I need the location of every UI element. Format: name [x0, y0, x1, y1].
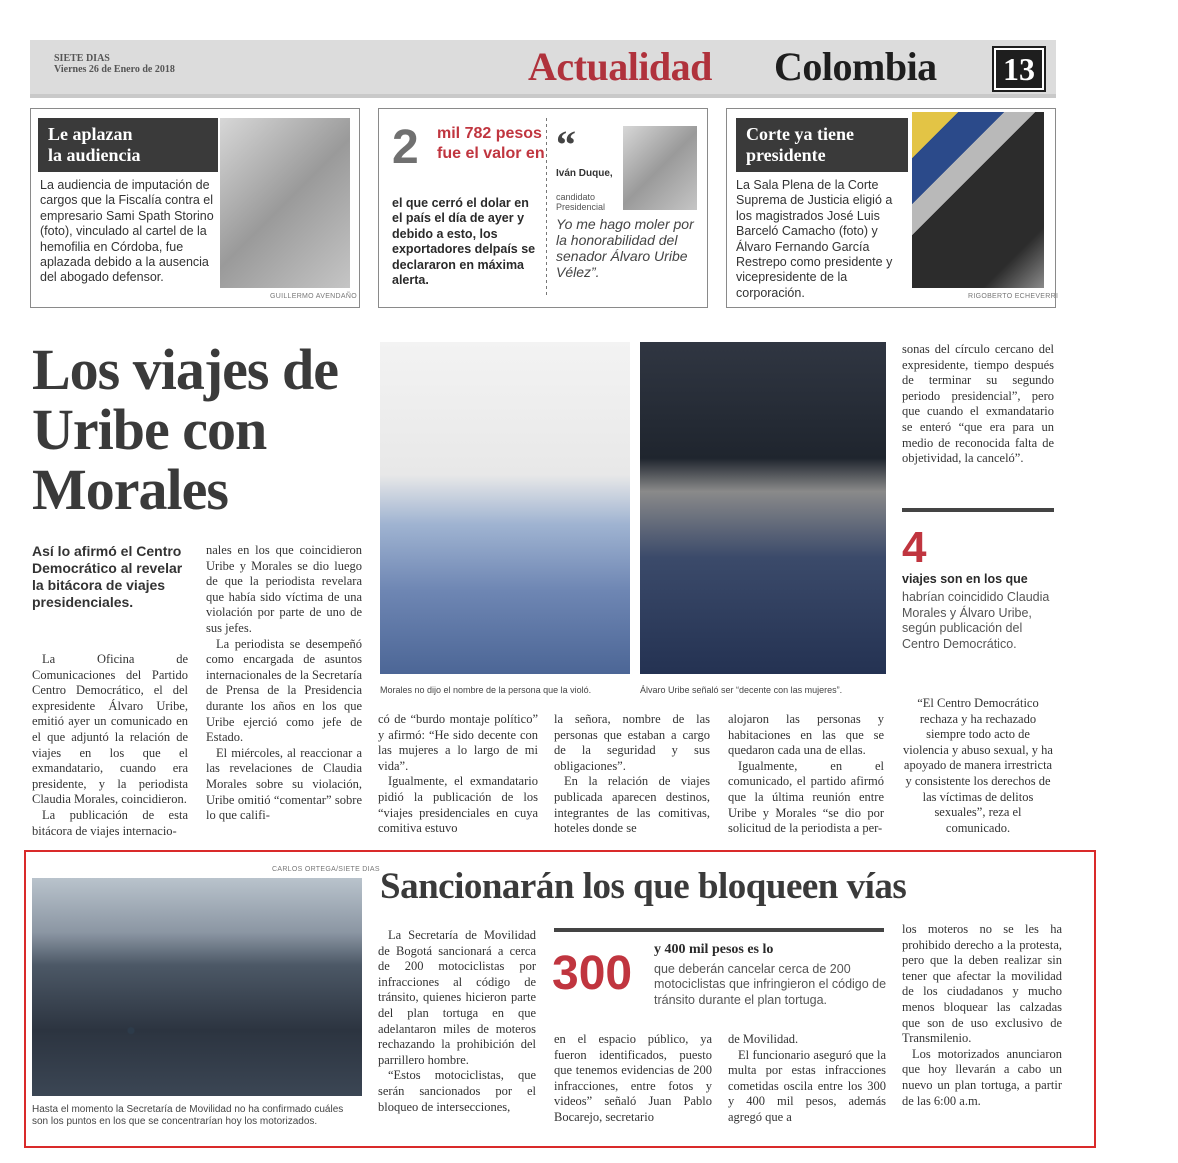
bottom-column-1: La Secretaría de Movilidad de Bogotá sancionará a cerca de 200 motociclistas por infracciones al código de tránsito, quienes hicieron parte del plan tortuga en que adelantaron miles de moteros rechazando la prohibición del parrillero hombre. “Estos motociclistas, que serán sancionados por el bloqueo de intersecciones, [378, 928, 536, 1114]
dotted-divider [546, 118, 547, 298]
photo-ivan-duque [623, 126, 697, 210]
photo-caption-right: Álvaro Uribe señaló ser “decente con las mujeres”. [640, 685, 843, 695]
section-title-red: Actualidad [528, 44, 712, 89]
fact-number: 4 [902, 523, 927, 572]
main-column-6: sonas del círculo cercano del expresidente, tiempo después de terminar su segundo periodo presidencial”, pero que cuando el exmandatario se enteró “que era para un medio de reconocida falta de objetividad, la canceló”. [902, 342, 1054, 466]
bottom-stat-number: 300 [552, 947, 633, 1000]
stat-text: el que cerró el dolar en el país el día de ayer y debido a esto, los exportadores delpaís se declararon en máxima alerta. [392, 196, 536, 288]
main-column-3: có de “burdo montaje político” y afirmó: “He sido decente con las mujeres a lo largo de mi vida”. Igualmente, el exmandatario pidió la publicación de los “viajes presidenciales en cuya comitiva estuvo [378, 712, 538, 836]
main-column-5: alojaron las personas y habitaciones en las que se quedaron cada una de ellas. Igualmente, en el comunicado, el partido afirmó que la última reunión entre Uribe y Morales “se dio por solicitud de la periodista a per- [728, 712, 884, 836]
photo-sami-spath [220, 118, 350, 288]
bottom-stat-text: que deberán cancelar cerca de 200 motociclistas que infringieron el código de tránsito durante el plan tortuga. [654, 962, 887, 1007]
fact-text: habrían coincidido Claudia Morales y Álvaro Uribe, según publicación del Centro Democrático. [902, 590, 1050, 651]
bottom-headline: Sancionarán los que bloqueen vías [380, 866, 907, 907]
quote-author: Iván Duque, [556, 168, 613, 179]
photo-credit: RIGOBERTO ECHEVERRI [968, 293, 1059, 300]
photo-motorcycle-protest [32, 878, 362, 1096]
quote-text: Yo me hago moler por la honorabilidad del senador Álvaro Uribe Vélez”. [556, 216, 694, 280]
stat-rule [554, 928, 884, 932]
fact-rule [902, 508, 1054, 512]
main-headline: Los viajes de Uribe con Morales [32, 337, 338, 522]
quote-mark-icon: “ [556, 122, 576, 167]
bottom-column-4: los moteros no se les ha prohibido derecho a la protesta, pero que la deben realizar sin tener que afectar la movilidad de los ciudadanos y mucho menos bloquear las calzadas que son de uso exclusivo de Transmilenio. Los motorizados anunciaron que hoy llevarán a cabo un nuevo un plan tortuga, a partir de las 6:00 a.m. [902, 922, 1062, 1108]
publication-info [54, 53, 175, 75]
bottom-photo-caption: Hasta el momento la Secretaría de Movilidad no ha confirmado cuáles son los puntos en los que se concentrarían hoy los motorizados. [32, 1104, 344, 1127]
photo-claudia-morales [380, 342, 630, 674]
main-deck: Así lo afirmó el Centro Democrático al revelar la bitácora de viajes presidenciales. [32, 543, 183, 610]
bottom-column-2: en el espacio público, ya fueron identificados, puesto que tenemos evidencias de 200 infracciones, entre fotos y videos” señaló Juan Pablo Bocarejo, secretario [554, 1032, 712, 1124]
photo-alvaro-uribe [640, 342, 886, 674]
brief-text-audiencia: La audiencia de imputación de cargos que la Fiscalía contra el empresario Sami Spath Storino (foto), vinculado al cartel de la hemofilia en Córdoba, fue aplazada debido a la ausencia del abogado defensor. [40, 178, 214, 285]
bottom-stat-bold: y 400 mil pesos es lo [654, 942, 774, 957]
photo-jose-luis-barcelo [912, 112, 1044, 288]
stat-number: 2 [392, 121, 419, 174]
quote-author-role: candidato Presidencial [556, 192, 606, 212]
section-title-black: Colombia [774, 44, 937, 89]
photo-credit: GUILLERMO AVENDAÑO [270, 293, 357, 300]
brief-title-corte: Corte ya tiene presidente [736, 118, 908, 172]
photo-caption-left: Morales no dijo el nombre de la persona que la violó. [380, 685, 592, 695]
brief-text-corte: La Sala Plena de la Corte Suprema de Justicia eligió a los magistrados José Luis Barceló Camacho (foto) y Álvaro Fernando García Restrepo como presidente y vicepresidente de la corporación. [736, 178, 893, 300]
photo-credit: CARLOS ORTEGA/SIETE DIAS [272, 866, 380, 873]
stat-red-text: mil 782 pesos fue el valor en [437, 125, 545, 162]
publication-name: SIETE DIAS [54, 53, 110, 64]
fact-bold-text: viajes son en los que [902, 572, 1028, 586]
main-column-4: la señora, nombre de las personas que estaban a cargo de la seguridad y sus obligaciones”. En la relación de viajes publicada aparecen destinos, integrantes de las comitivas, hoteles donde se [554, 712, 710, 836]
bottom-column-3: de Movilidad. El funcionario aseguró que la multa por estas infracciones cometidas oscila entre los 300 y 400 mil pesos, además agregó que a [728, 1032, 886, 1124]
main-column-2: nales en los que coincidieron Uribe y Morales se dio luego de que la periodista revelara que había sido víctima de una violación por parte de uno de sus jefes. La periodista se desempeñó como encargada de asuntos internacionales de la Secretaría de Prensa de la Presidencia durante los años en los que Uribe ejerció como jefe de Estado. El miércoles, al reaccionar a las revelaciones de Claudia Morales sobre su violación, Uribe omitió “comentar” sobre lo que califi- [206, 543, 362, 823]
closing-quote: “El Centro Democrático rechaza y ha rechazado siempre todo acto de violencia y abuso sexual, y ha apoyado de manera irrestricta y consistente los derechos de las víctimas de delitos sexuales”, reza el comunicado. [903, 696, 1053, 835]
main-column-1: La Oficina de Comunicaciones del Partido Centro Democrático, el del expresidente Álvaro Uribe, emitió ayer un comunicado en el que adjuntó la relación de viajes en los que el exmandatario, cuando era presidente, y la periodista Claudia Morales, coincidieron. La publicación de esta bitácora de viajes internacio- [32, 652, 188, 838]
page-number: 13 [994, 48, 1044, 90]
brief-title-audiencia: Le aplazan la audiencia [38, 118, 218, 172]
publication-date: Viernes 26 de Enero de 2018 [54, 64, 175, 75]
